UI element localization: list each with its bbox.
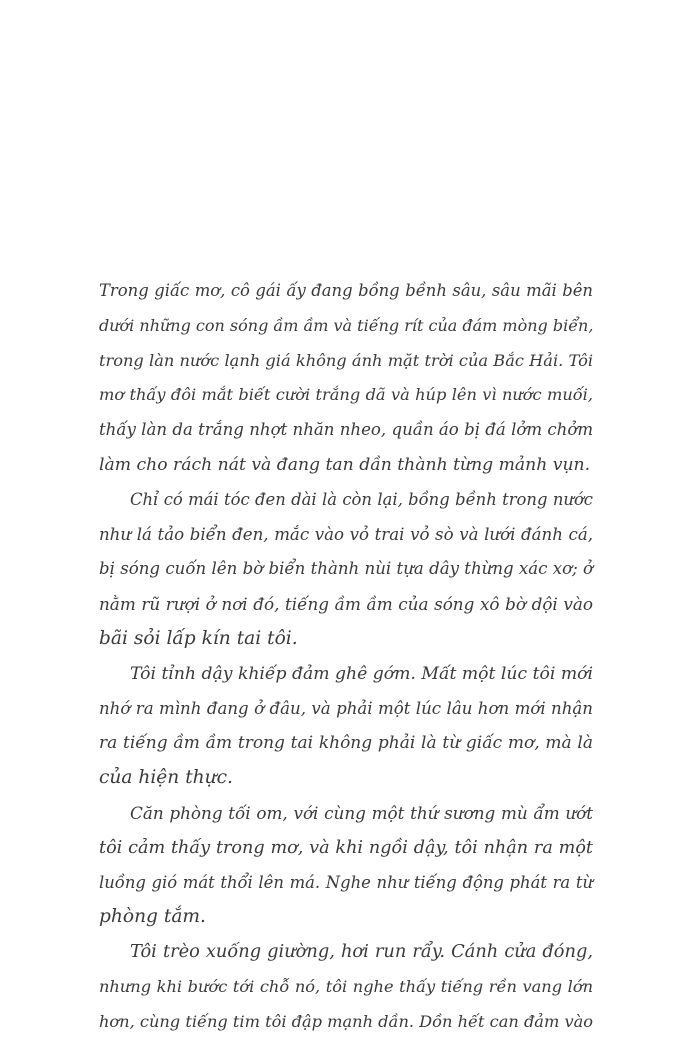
paragraph-1 — [99, 274, 593, 483]
paragraph-2 — [99, 483, 593, 657]
paragraph-4 — [99, 796, 593, 935]
text-line: Chỉ có mái tóc đen dài là còn lại, bồng bềnh trong nước — [130, 489, 593, 509]
text-line: Tôi tỉnh dậy khiếp đảm ghê gớm. Mất một lúc tôi mới — [130, 663, 593, 684]
text-line: nhớ ra mình đang ở đâu, và phải một lúc lâu hơn mới nhận — [99, 698, 593, 718]
text-line: ra tiếng ầm ầm trong tai không phải là từ giấc mơ, mà là — [99, 733, 593, 754]
text-line: Căn phòng tối om, với cùng một thứ sương mù ẩm ướt — [130, 802, 593, 823]
text-line: thấy làn da trắng nhợt nhăn nheo, quần áo bị đá lởm chởm — [99, 420, 594, 440]
body-text — [99, 274, 593, 1040]
text-line: nằm rũ rượi ở nơi đó, tiếng ầm ầm của sóng xô bờ dội vào — [99, 594, 593, 615]
text-line: tôi cảm thấy trong mơ, và khi ngồi dậy, tôi nhận ra một — [99, 837, 593, 858]
text-line: bị sóng cuốn lên bờ biển thành nùi tựa dây thừng xác xơ; ở — [99, 559, 593, 579]
text-line: Tôi trèo xuống giường, hơi run rẩy. Cánh cửa đóng, — [130, 941, 593, 963]
text-line: hơn, cùng tiếng tim tôi đập mạnh dần. Dồn hết can đảm vào — [99, 1011, 593, 1031]
text-line: trong làn nước lạnh giá không ánh mặt trời của Bắc Hải. Tôi — [99, 350, 593, 370]
text-line: nhưng khi bước tới chỗ nó, tôi nghe thấy tiếng rền vang lớn — [99, 976, 593, 996]
text-line: như lá tảo biển đen, mắc vào vỏ trai vỏ sò và lưới đánh cá, — [99, 524, 593, 544]
text-line: của hiện thực. — [99, 767, 233, 789]
text-line: luồng gió mát thổi lên má. Nghe như tiếng động phát ra từ — [99, 872, 593, 892]
text-line: bãi sỏi lấp kín tai tôi. — [99, 627, 298, 649]
text-line: mơ thấy đôi mắt biết cười trắng dã và húp lên vì nước muối, — [99, 385, 593, 405]
text-line: dưới những con sóng ầm ầm và tiếng rít của đám mòng biển, — [99, 315, 594, 335]
paragraph-3 — [99, 657, 593, 796]
text-line: Trong giấc mơ, cô gái ấy đang bồng bềnh sâu, sâu mãi bên — [99, 281, 593, 300]
text-line: làm cho rách nát và đang tan dần thành từng mảnh vụn. — [99, 454, 591, 475]
text-line: phòng tắm. — [99, 906, 206, 928]
